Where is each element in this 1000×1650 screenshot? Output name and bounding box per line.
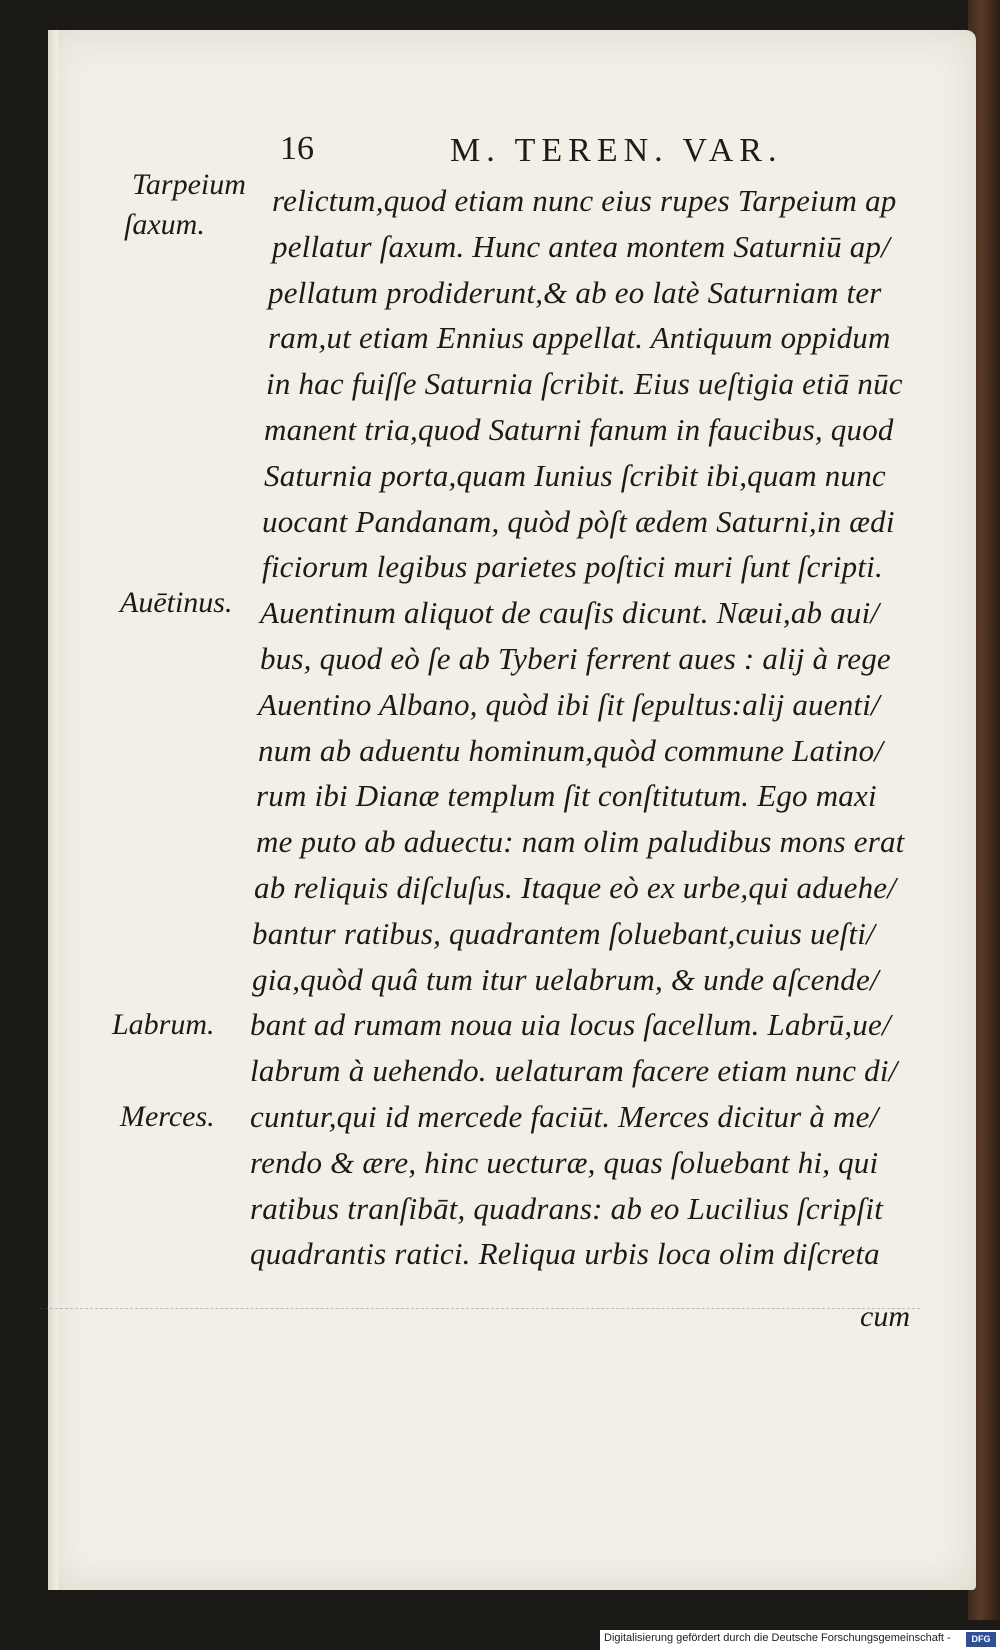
- text-line: rendo & ære, hinc uecturæ, quas ſoluebant hi, qui: [250, 1144, 879, 1180]
- page-rule: [40, 1308, 920, 1309]
- text-line: me puto ab aduectu: nam olim paludibus mons erat: [256, 824, 905, 860]
- text-line: gia,quòd quâ tum itur uelabrum, & unde aſcende/: [252, 961, 879, 997]
- text-line: ficiorum legibus parietes poſtici muri ſunt ſcripti.: [262, 549, 883, 585]
- running-head: [280, 130, 840, 176]
- page-number: 16: [280, 130, 314, 167]
- catchword: cum: [860, 1300, 910, 1333]
- text-line: pellatum prodiderunt,& ab eo latè Saturniam ter: [268, 274, 882, 310]
- margin-note-saxum: ſaxum.: [124, 208, 205, 241]
- text-line: in hac fuiſſe Saturnia ſcribit. Eius ueſtigia etiā nūc: [266, 366, 903, 402]
- text-line: bus, quod eò ſe ab Tyberi ferrent aues : alij à rege: [260, 640, 891, 676]
- text-line: bantur ratibus, quadrantem ſoluebant,cuius ueſti/: [252, 915, 875, 951]
- margin-note-merces: Merces.: [120, 1100, 215, 1133]
- text-line: bant ad rumam noua uia locus ſacellum. Labrū,ue/: [250, 1007, 891, 1043]
- text-line: relictum,quod etiam nunc eius rupes Tarpeium ap: [272, 183, 897, 218]
- body-text: [250, 178, 950, 1277]
- text-line: Auentinum aliquot de cauſis dicunt. Næui,ab aui/: [260, 595, 880, 631]
- text-line: rum ibi Dianæ templum ſit conſtitutum. Ego maxi: [256, 778, 877, 814]
- text-line: ram,ut etiam Ennius appellat. Antiquum oppidum: [268, 320, 891, 356]
- running-title: M. TEREN. VAR.: [450, 132, 783, 169]
- text-line: uocant Pandanam, quòd pòſt ædem Saturni,in ædi: [262, 503, 895, 539]
- margin-note-auetinus: Auētinus.: [120, 586, 233, 619]
- text-line: Saturnia porta,quam Iunius ſcribit ibi,quam nunc: [264, 457, 886, 493]
- text-line: ab reliquis diſcluſus. Itaque eò ex urbe,qui aduehe/: [254, 869, 897, 905]
- page-edge: [48, 30, 58, 1590]
- funding-credit: Digitalisierung gefördert durch die Deutsche Forschungsgemeinschaft -: [604, 1632, 951, 1644]
- text-line: cuntur,qui id mercede faciūt. Merces dicitur à me/: [250, 1098, 879, 1134]
- text-line: quadrantis ratici. Reliqua urbis loca olim diſcreta: [250, 1236, 880, 1272]
- text-line: Auentino Albano, quòd ibi ſit ſepultus:alij auenti/: [258, 686, 880, 722]
- dfg-logo-icon: DFG: [966, 1632, 996, 1647]
- margin-note-tarpeium: Tarpeium: [132, 168, 246, 201]
- text-line: manent tria,quod Saturni fanum in faucibus, quod: [264, 411, 894, 447]
- digitization-footer: [600, 1630, 1000, 1650]
- text-line: pellatur ſaxum. Hunc antea montem Saturniū ap/: [272, 228, 890, 264]
- text-line: ratibus tranſibāt, quadrans: ab eo Lucilius ſcripſit: [250, 1190, 884, 1226]
- text-line: labrum à uehendo. uelaturam facere etiam nunc di/: [250, 1053, 898, 1089]
- margin-note-labrum: Labrum.: [112, 1008, 215, 1041]
- text-line: num ab aduentu hominum,quòd commune Latino/: [258, 732, 884, 768]
